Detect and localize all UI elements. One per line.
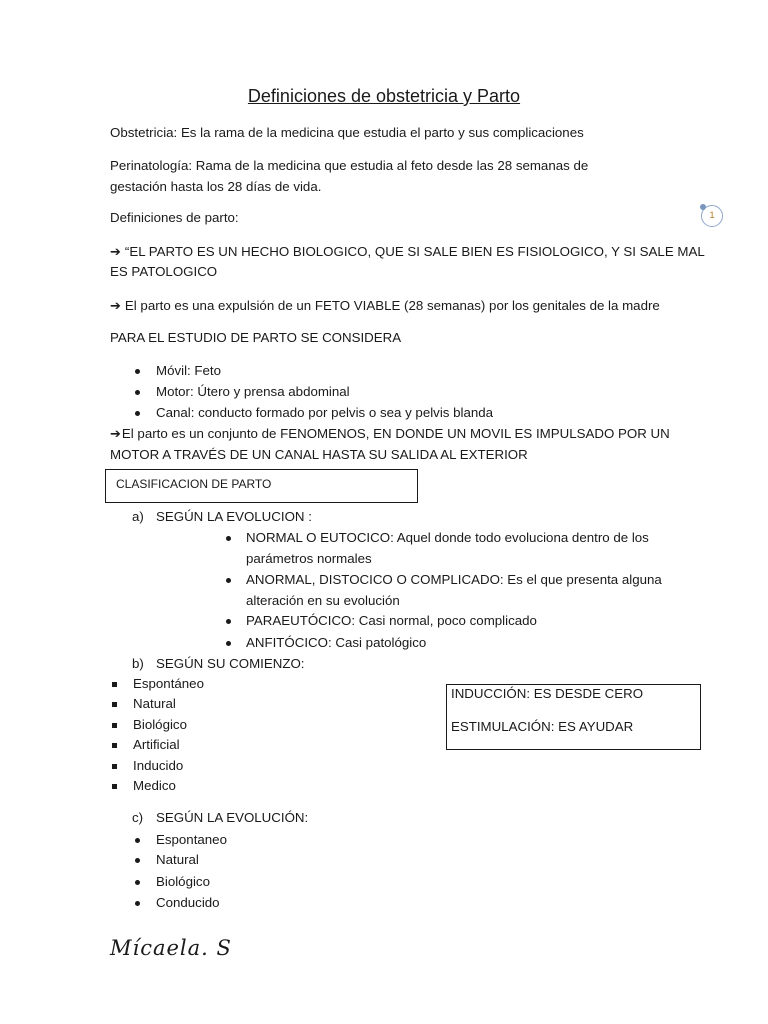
bullet-icon: [226, 619, 231, 624]
section-c-item: Biológico: [156, 874, 210, 889]
square-bullet-icon: [112, 702, 117, 707]
square-bullet-icon: [112, 682, 117, 687]
page-number: 1: [709, 210, 715, 220]
arrow-right-icon: ➔: [110, 244, 121, 259]
bullet-icon: [226, 578, 231, 583]
obstetricia-definition: Obstetricia: Es la rama de la medicina que estudia el parto y sus complicaciones: [110, 125, 584, 140]
arrow-definition-2: [110, 296, 660, 316]
square-bullet-icon: [112, 723, 117, 728]
section-c-item: Espontaneo: [156, 832, 227, 847]
section-c-item: Natural: [156, 852, 199, 867]
page-badge-dot: [700, 204, 706, 210]
page-title: Definiciones de obstetricia y Parto: [247, 86, 521, 106]
section-a-item-anormal-continuation: alteración en su evolución: [246, 593, 400, 608]
section-b-item: Inducido: [133, 758, 184, 773]
section-c-item: Conducido: [156, 895, 220, 910]
section-a-item-anormal: ANORMAL, DISTOCICO O COMPLICADO: Es el que presenta alguna: [246, 572, 662, 587]
estudio-item-canal: Canal: conducto formado por pelvis o sea y pelvis blanda: [156, 405, 494, 420]
section-b-item: Artificial: [133, 737, 180, 752]
arrow-definition-1-text: “EL PARTO ES UN HECHO BIOLOGICO, QUE SI SALE BIEN ES FISIOLOGICO, Y SI SALE MAL: [124, 244, 705, 259]
arrow-definition-3-continuation: MOTOR A TRAVÉS DE UN CANAL HASTA SU SALIDA AL EXTERIOR: [110, 447, 528, 462]
clasificacion-heading: CLASIFICACION DE PARTO: [116, 477, 272, 491]
author-signature: Mícaela. S: [110, 936, 232, 960]
bullet-icon: [135, 858, 140, 863]
arrow-right-icon: ➔: [110, 426, 121, 441]
bullet-icon: [226, 536, 231, 541]
section-c-label: SEGÚN LA EVOLUCIÓN:: [156, 810, 309, 825]
bullet-icon: [135, 411, 140, 416]
arrow-right-icon: ➔: [110, 298, 121, 313]
section-a-item-normal: NORMAL O EUTOCICO: Aquel donde todo evoluciona dentro de los: [246, 530, 649, 545]
section-a-item-normal-continuation: parámetros normales: [246, 551, 372, 566]
bullet-icon: [226, 641, 231, 646]
bullet-icon: [135, 369, 140, 374]
bullet-icon: [135, 390, 140, 395]
estimulacion-definition: ESTIMULACIÓN: ES AYUDAR: [451, 719, 634, 734]
induccion-definition: INDUCCIÓN: ES DESDE CERO: [451, 686, 644, 701]
estudio-heading: PARA EL ESTUDIO DE PARTO SE CONSIDERA: [110, 330, 402, 345]
arrow-definition-1: [110, 242, 705, 262]
square-bullet-icon: [112, 784, 117, 789]
section-b-item: Espontáneo: [133, 676, 204, 691]
section-a-item-anfitocico: ANFITÓCICO: Casi patológico: [246, 635, 427, 650]
estudio-item-motor: Motor: Útero y prensa abdominal: [156, 384, 350, 399]
perinatologia-definition-line-1: Perinatología: Rama de la medicina que estudia al feto desde las 28 semanas de: [110, 158, 589, 173]
section-b-item: Natural: [133, 696, 176, 711]
bullet-icon: [135, 838, 140, 843]
section-a-marker: a): [132, 509, 144, 524]
arrow-definition-1-continuation: ES PATOLOGICO: [110, 264, 218, 279]
bullet-icon: [135, 901, 140, 906]
bullet-icon: [135, 880, 140, 885]
arrow-definition-2-text: El parto es una expulsión de un FETO VIABLE (28 semanas) por los genitales de la madre: [124, 298, 660, 313]
section-b-label: SEGÚN SU COMIENZO:: [156, 656, 305, 671]
square-bullet-icon: [112, 743, 117, 748]
section-b-marker: b): [132, 656, 144, 671]
arrow-definition-3: [110, 424, 670, 444]
section-b-item: Biológico: [133, 717, 187, 732]
section-a-label: SEGÚN LA EVOLUCION :: [156, 509, 312, 524]
section-c-marker: c): [132, 810, 144, 825]
perinatologia-definition-line-2: gestación hasta los 28 días de vida.: [110, 179, 322, 194]
definiciones-heading: Definiciones de parto:: [110, 210, 239, 225]
square-bullet-icon: [112, 764, 117, 769]
section-b-item: Medico: [133, 778, 176, 793]
estudio-item-movil: Móvil: Feto: [156, 363, 222, 378]
arrow-definition-3-text: El parto es un conjunto de FENOMENOS, EN DONDE UN MOVIL ES IMPULSADO POR UN: [121, 426, 670, 441]
section-a-item-paraeutocico: PARAEUTÓCICO: Casi normal, poco complicado: [246, 613, 537, 628]
